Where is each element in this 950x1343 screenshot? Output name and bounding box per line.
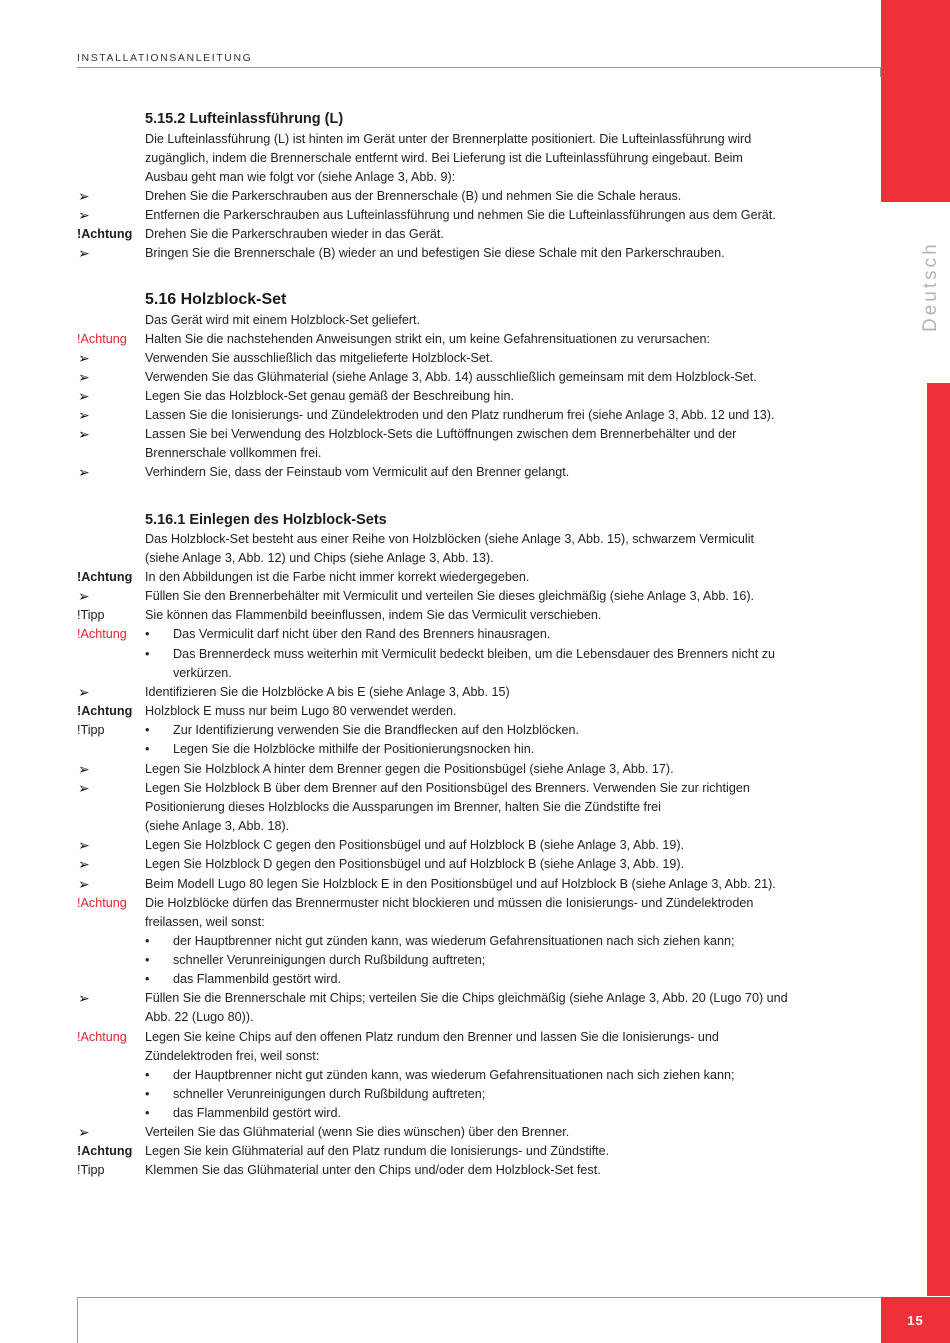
- bullet-text: schneller Verunreinigungen durch Rußbildung auftreten;: [173, 1087, 486, 1101]
- bullet-icon: •: [145, 1087, 150, 1101]
- bullet-icon: •: [145, 934, 150, 948]
- running-header: INSTALLATIONSANLEITUNG: [77, 52, 253, 64]
- bullet-icon: •: [145, 723, 150, 737]
- tip-label: !Tipp: [77, 723, 105, 737]
- warning-label: !Achtung: [77, 627, 127, 641]
- bullet-text: Legen Sie die Holzblöcke mithilfe der Positionierungsnocken hin.: [173, 742, 535, 756]
- header-rule-corner: [880, 67, 881, 77]
- red-side-tab-bottom: [927, 383, 950, 1296]
- step-text-continued: Positionierung dieses Holzblocks die Aussparungen im Brenner, halten Sie die Zündstifte frei: [145, 800, 661, 814]
- paragraph-line: Ausbau geht man wie folgt vor (siehe Anlage 3, Abb. 9):: [145, 170, 456, 184]
- paragraph-line: zugänglich, indem die Brennerschale entfernt wird. Bei Lieferung ist die Lufteinlassführung eingebaut. Beim: [145, 151, 743, 165]
- warning-label: !Achtung: [77, 332, 127, 346]
- footer-rule: [77, 1297, 881, 1298]
- note-text: Legen Sie kein Glühmaterial auf den Platz rundum die Ionisierungs- und Zündstifte.: [145, 1144, 610, 1158]
- step-arrow-icon: ➢: [78, 876, 90, 892]
- step-text-continued: (siehe Anlage 3, Abb. 18).: [145, 819, 290, 833]
- step-arrow-icon: ➢: [78, 426, 90, 442]
- step-text: Beim Modell Lugo 80 legen Sie Holzblock E in den Positionsbügel und auf Holzblock B (siehe Anlage 3, Abb. 21).: [145, 877, 776, 891]
- bullet-text-continued: verkürzen.: [173, 666, 232, 680]
- step-text: Legen Sie das Holzblock-Set genau gemäß der Beschreibung hin.: [145, 389, 514, 403]
- step-text: Identifizieren Sie die Holzblöcke A bis E (siehe Anlage 3, Abb. 15): [145, 685, 510, 699]
- step-arrow-icon: ➢: [78, 856, 90, 872]
- step-text: Legen Sie Holzblock B über dem Brenner auf den Positionsbügel des Brenners. Verwenden Sie zur richtigen: [145, 781, 750, 795]
- bullet-text: der Hauptbrenner nicht gut zünden kann, was wiederum Gefahrensituationen nach sich ziehen kann;: [173, 1068, 735, 1082]
- bullet-text: das Flammenbild gestört wird.: [173, 972, 341, 986]
- step-arrow-icon: ➢: [78, 761, 90, 777]
- step-text: Verteilen Sie das Glühmaterial (wenn Sie dies wünschen) über den Brenner.: [145, 1125, 570, 1139]
- tip-text: Sie können das Flammenbild beeinflussen, indem Sie das Vermiculit verschieben.: [145, 608, 602, 622]
- step-arrow-icon: ➢: [78, 990, 90, 1006]
- step-arrow-icon: ➢: [78, 588, 90, 604]
- step-arrow-icon: ➢: [78, 837, 90, 853]
- step-arrow-icon: ➢: [78, 369, 90, 385]
- language-tab-label: Deutsch: [920, 241, 941, 332]
- bullet-text: schneller Verunreinigungen durch Rußbildung auftreten;: [173, 953, 486, 967]
- step-text-continued: Abb. 22 (Lugo 80)).: [145, 1010, 254, 1024]
- page-number: 15: [881, 1297, 950, 1343]
- step-text: Lassen Sie die Ionisierungs- und Zündelektroden und den Platz rundherum frei (siehe Anlage 3, Abb. 12 und 13).: [145, 408, 775, 422]
- warning-text: Drehen Sie die Parkerschrauben wieder in das Gerät.: [145, 227, 444, 241]
- step-text-continued: Brennerschale vollkommen frei.: [145, 446, 322, 460]
- note-text: Holzblock E muss nur beim Lugo 80 verwendet werden.: [145, 704, 457, 718]
- section-title-5-16: 5.16 Holzblock-Set: [145, 291, 287, 308]
- section-title-5-16-1: 5.16.1 Einlegen des Holzblock-Sets: [145, 512, 387, 528]
- warning-label: !Achtung: [77, 1030, 127, 1044]
- step-text: Entfernen die Parkerschrauben aus Lufteinlassführung und nehmen Sie die Lufteinlassführungen aus dem Gerät.: [145, 208, 776, 222]
- step-arrow-icon: ➢: [78, 350, 90, 366]
- section-title-5-15-2: 5.15.2 Lufteinlassführung (L): [145, 111, 344, 127]
- paragraph-line: Das Gerät wird mit einem Holzblock-Set geliefert.: [145, 313, 421, 327]
- step-text: Füllen Sie die Brennerschale mit Chips; verteilen Sie die Chips gleichmäßig (siehe Anlage 3, Abb. 20 (Lugo 70) und: [145, 991, 788, 1005]
- bullet-text: das Flammenbild gestört wird.: [173, 1106, 341, 1120]
- footer-rule-corner: [77, 1297, 78, 1343]
- header-rule: [77, 67, 881, 68]
- red-side-tab-top: [881, 0, 950, 202]
- bullet-icon: •: [145, 1068, 150, 1082]
- warning-text-continued: Zündelektroden frei, weil sonst:: [145, 1049, 320, 1063]
- paragraph-line: Das Holzblock-Set besteht aus einer Reihe von Holzblöcken (siehe Anlage 3, Abb. 15), schwarzem Vermiculit: [145, 532, 755, 546]
- step-arrow-icon: ➢: [78, 388, 90, 404]
- step-text: Bringen Sie die Brennerschale (B) wieder an und befestigen Sie diese Schale mit den Parkerschrauben.: [145, 246, 725, 260]
- warning-text: Halten Sie die nachstehenden Anweisungen strikt ein, um keine Gefahrensituationen zu verursachen:: [145, 332, 710, 346]
- bullet-text: Das Vermiculit darf nicht über den Rand des Brenners hinausragen.: [173, 627, 551, 641]
- step-arrow-icon: ➢: [78, 684, 90, 700]
- tip-text: Klemmen Sie das Glühmaterial unter den Chips und/oder dem Holzblock-Set fest.: [145, 1163, 601, 1177]
- step-text: Verwenden Sie das Glühmaterial (siehe Anlage 3, Abb. 14) ausschließlich gemeinsam mit dem Holzblock-Set.: [145, 370, 757, 384]
- bullet-icon: •: [145, 742, 150, 756]
- step-arrow-icon: ➢: [78, 1124, 90, 1140]
- warning-label: !Achtung: [77, 896, 127, 910]
- bullet-text: Das Brennerdeck muss weiterhin mit Vermiculit bedeckt bleiben, um die Lebensdauer des Brenners nicht zu: [173, 647, 776, 661]
- step-text: Legen Sie Holzblock A hinter dem Brenner gegen die Positionsbügel (siehe Anlage 3, Abb. 17).: [145, 762, 674, 776]
- step-text: Legen Sie Holzblock C gegen den Positionsbügel und auf Holzblock B (siehe Anlage 3, Abb. 19).: [145, 838, 685, 852]
- warning-text: Legen Sie keine Chips auf den offenen Platz rundum den Brenner und lassen Sie die Ionisierungs- und: [145, 1030, 719, 1044]
- step-text: Lassen Sie bei Verwendung des Holzblock-Sets die Luftöffnungen zwischen dem Brennerbehälter und der: [145, 427, 737, 441]
- warning-label: !Achtung: [77, 704, 133, 718]
- step-text: Legen Sie Holzblock D gegen den Positionsbügel und auf Holzblock B (siehe Anlage 3, Abb. 19).: [145, 857, 685, 871]
- bullet-icon: •: [145, 972, 150, 986]
- step-arrow-icon: ➢: [78, 464, 90, 480]
- step-arrow-icon: ➢: [78, 188, 90, 204]
- step-arrow-icon: ➢: [78, 245, 90, 261]
- warning-label: !Achtung: [77, 570, 133, 584]
- step-text: Verwenden Sie ausschließlich das mitgelieferte Holzblock-Set.: [145, 351, 493, 365]
- bullet-icon: •: [145, 627, 150, 641]
- paragraph-line: Die Lufteinlassführung (L) ist hinten im Gerät unter der Brennerplatte positioniert. Die Lufteinlassführung wird: [145, 132, 752, 146]
- bullet-icon: •: [145, 647, 150, 661]
- bullet-text: Zur Identifizierung verwenden Sie die Brandflecken auf den Holzblöcken.: [173, 723, 580, 737]
- step-text: Verhindern Sie, dass der Feinstaub vom Vermiculit auf den Brenner gelangt.: [145, 465, 570, 479]
- step-arrow-icon: ➢: [78, 407, 90, 423]
- note-text: In den Abbildungen ist die Farbe nicht immer korrekt wiedergegeben.: [145, 570, 530, 584]
- warning-label: !Achtung: [77, 227, 133, 241]
- paragraph-line: (siehe Anlage 3, Abb. 12) und Chips (siehe Anlage 3, Abb. 13).: [145, 551, 494, 565]
- step-arrow-icon: ➢: [78, 207, 90, 223]
- bullet-icon: •: [145, 953, 150, 967]
- tip-label: !Tipp: [77, 608, 105, 622]
- warning-text-continued: freilassen, weil sonst:: [145, 915, 265, 929]
- bullet-icon: •: [145, 1106, 150, 1120]
- warning-label: !Achtung: [77, 1144, 133, 1158]
- step-text: Drehen Sie die Parkerschrauben aus der Brennerschale (B) und nehmen Sie die Schale heraus.: [145, 189, 682, 203]
- tip-label: !Tipp: [77, 1163, 105, 1177]
- step-text: Füllen Sie den Brennerbehälter mit Vermiculit und verteilen Sie dieses gleichmäßig (siehe Anlage 3, Abb. 16).: [145, 589, 755, 603]
- step-arrow-icon: ➢: [78, 780, 90, 796]
- bullet-text: der Hauptbrenner nicht gut zünden kann, was wiederum Gefahrensituationen nach sich ziehen kann;: [173, 934, 735, 948]
- warning-text: Die Holzblöcke dürfen das Brennermuster nicht blockieren und müssen die Ionisierungs- und Zündelektroden: [145, 896, 754, 910]
